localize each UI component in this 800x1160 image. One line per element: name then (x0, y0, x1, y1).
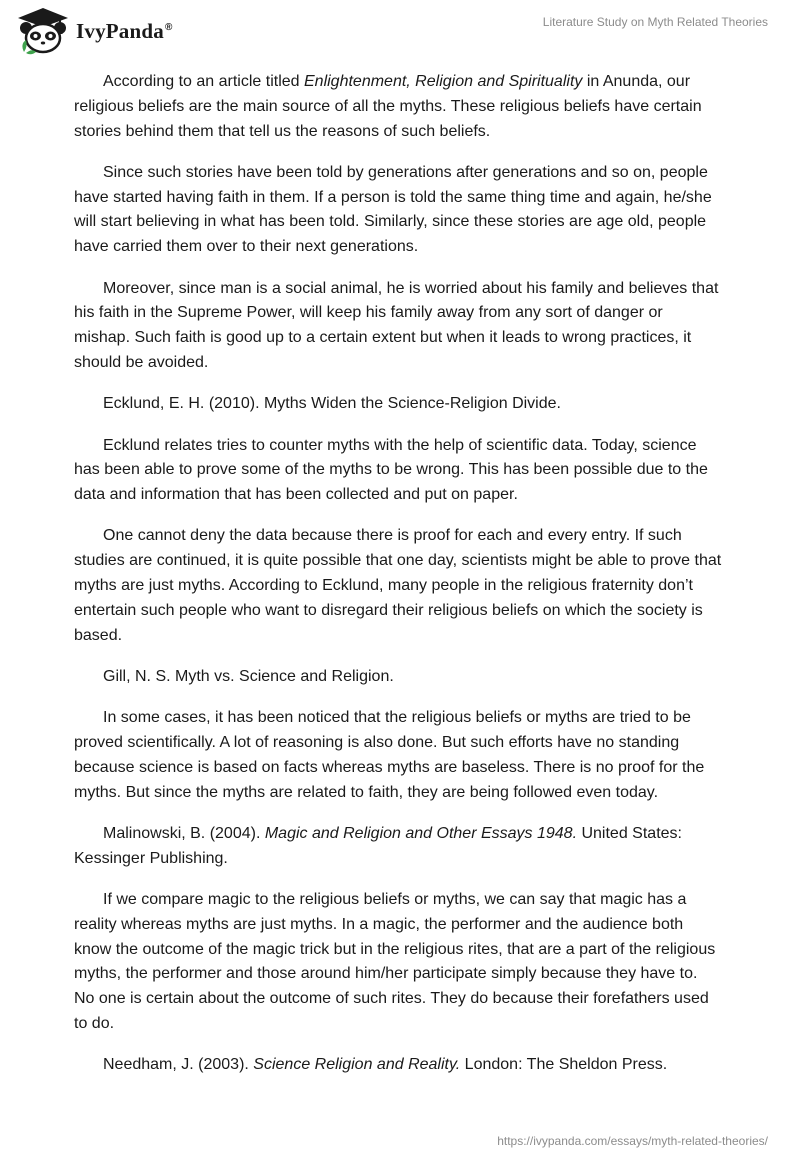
panda-graduate-icon (14, 6, 72, 56)
source-url[interactable]: https://ivypanda.com/essays/myth-related-theories/ (497, 1134, 768, 1148)
reference-citation: Malinowski, B. (2004). Magic and Religion and Other Essays 1948. United States: Kessinger Publishing. (74, 824, 682, 867)
reference-citation: Gill, N. S. Myth vs. Science and Religion. (103, 667, 394, 685)
paragraph: One cannot deny the data because there is proof for each and every entry. If such studies are continued, it is quite possible that one day, scientists might be able to prove that myths are just myths. According to Ecklund, many people in the religious fraternity don’t entertain such people who want to disregard their religious beliefs on which the society is based. (74, 527, 722, 644)
page-header (0, 0, 800, 64)
paragraph: Since such stories have been told by generations after generations and so on, people have started having faith in them. If a person is told the same thing time and again, he/she will start believing in what has been told. Similarly, since these stories are age old, people have carried them over to their next generations. (74, 163, 712, 256)
ivypanda-logo[interactable] (14, 6, 173, 56)
paragraph: In some cases, it has been noticed that the religious beliefs or myths are tried to be proved scientifically. A lot of reasoning is also done. But such efforts have no standing because science is based on facts whereas myths are baseless. There is no proof for the myths. But since the myths are related to faith, they are being followed even today. (74, 709, 705, 801)
essay-body (74, 70, 722, 1095)
paragraph: Ecklund relates tries to counter myths with the help of scientific data. Today, science has been able to prove some of the myths to be wrong. This has been possible due to the data and information that has been collected and put on paper. (74, 436, 708, 504)
reference-citation: Needham, J. (2003). Science Religion and Reality. London: The Sheldon Press. (103, 1056, 668, 1074)
paragraph: Moreover, since man is a social animal, he is worried about his family and believes that his faith in the Supreme Power, will keep his family away from any sort of danger or mishap. Such faith is good up to a certain extent but when it leads to wrong practices, it should be avoided. (74, 279, 719, 371)
paragraph: According to an article titled Enlightenment, Religion and Spirituality in Anunda, our religious beliefs are the main source of all the myths. These religious beliefs have certain stories behind them that tell us the reasons of such beliefs. (74, 73, 702, 140)
document-title: Literature Study on Myth Related Theories (542, 15, 768, 29)
reference-citation: Ecklund, E. H. (2010). Myths Widen the Science-Religion Divide. (103, 395, 561, 413)
brand-name: IvyPanda® (76, 18, 173, 43)
paragraph: If we compare magic to the religious beliefs or myths, we can say that magic has a reality whereas myths are just myths. In a magic, the performer and the audience both know the outcome of the magic trick but in the religious rites, that are a part of the religious myths, the performer and those around him/her participate simply because they have to. No one is certain about the outcome of such rites. They do because their forefathers used to do. (74, 891, 716, 1032)
